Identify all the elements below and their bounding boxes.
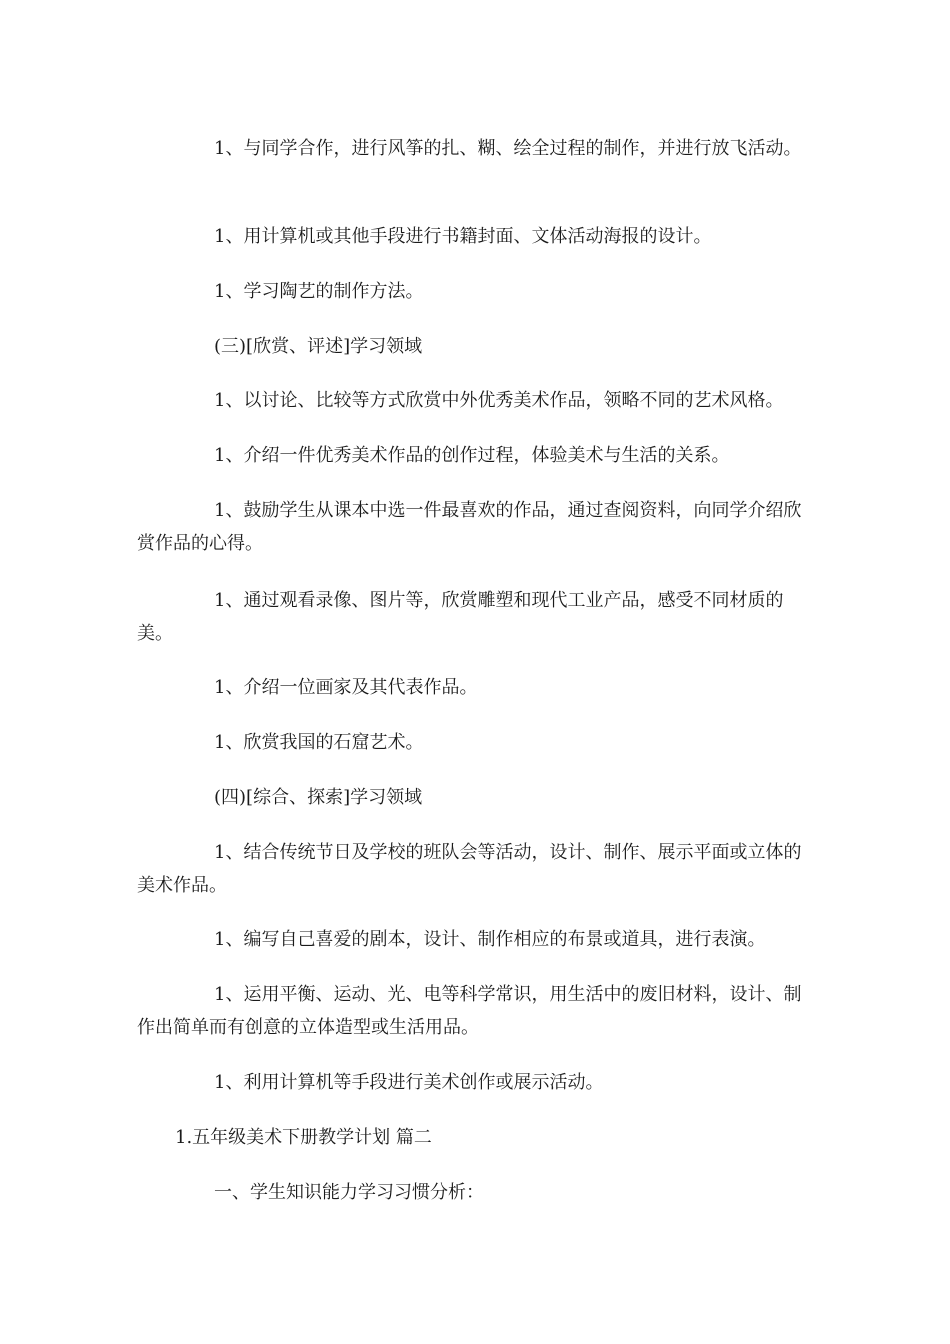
paragraph-kite-making: 1、与同学合作，进行风筝的扎、糊、绘全过程的制作，并进行放飞活动。 — [214, 138, 802, 159]
paragraph-script-writing: 1、编写自己喜爱的剧本，设计、制作相应的布景或道具，进行表演。 — [214, 929, 766, 950]
paragraph-festival-activities: 1、结合传统节日及学校的班队会等活动，设计、制作、展示平面或立体的美术作品。 — [137, 842, 802, 896]
article-section-title: 1.五年级美术下册教学计划 篇二 — [175, 1127, 432, 1148]
section-heading-comprehensive: (四)[综合、探索]学习领域 — [214, 787, 423, 808]
paragraph-creation-process: 1、介绍一件优秀美术作品的创作过程，体验美术与生活的关系。 — [214, 445, 730, 466]
paragraph-science-knowledge: 1、运用平衡、运动、光、电等科学常识，用生活中的废旧材料，设计、制作出简单而有创意的立体造型或生活用品。 — [137, 984, 802, 1038]
paragraph-book-cover-design: 1、用计算机或其他手段进行书籍封面、文体活动海报的设计。 — [214, 226, 712, 247]
section-heading-appreciation: (三)[欣赏、评述]学习领域 — [214, 336, 423, 357]
subsection-heading-analysis: 一、学生知识能力学习习惯分析： — [214, 1182, 484, 1203]
paragraph-sculpture: 1、通过观看录像、图片等，欣赏雕塑和现代工业产品，感受不同材质的美。 — [137, 590, 784, 644]
paragraph-discuss-compare: 1、以讨论、比较等方式欣赏中外优秀美术作品，领略不同的艺术风格。 — [214, 390, 784, 411]
paragraph-painter: 1、介绍一位画家及其代表作品。 — [214, 677, 478, 698]
paragraph-grotto-art: 1、欣赏我国的石窟艺术。 — [214, 732, 424, 753]
paragraph-computer-creation: 1、利用计算机等手段进行美术创作或展示活动。 — [214, 1072, 604, 1093]
paragraph-favorite-work: 1、鼓励学生从课本中选一件最喜欢的作品，通过查阅资料，向同学介绍欣赏作品的心得。 — [137, 500, 802, 554]
paragraph-pottery: 1、学习陶艺的制作方法。 — [214, 281, 424, 302]
